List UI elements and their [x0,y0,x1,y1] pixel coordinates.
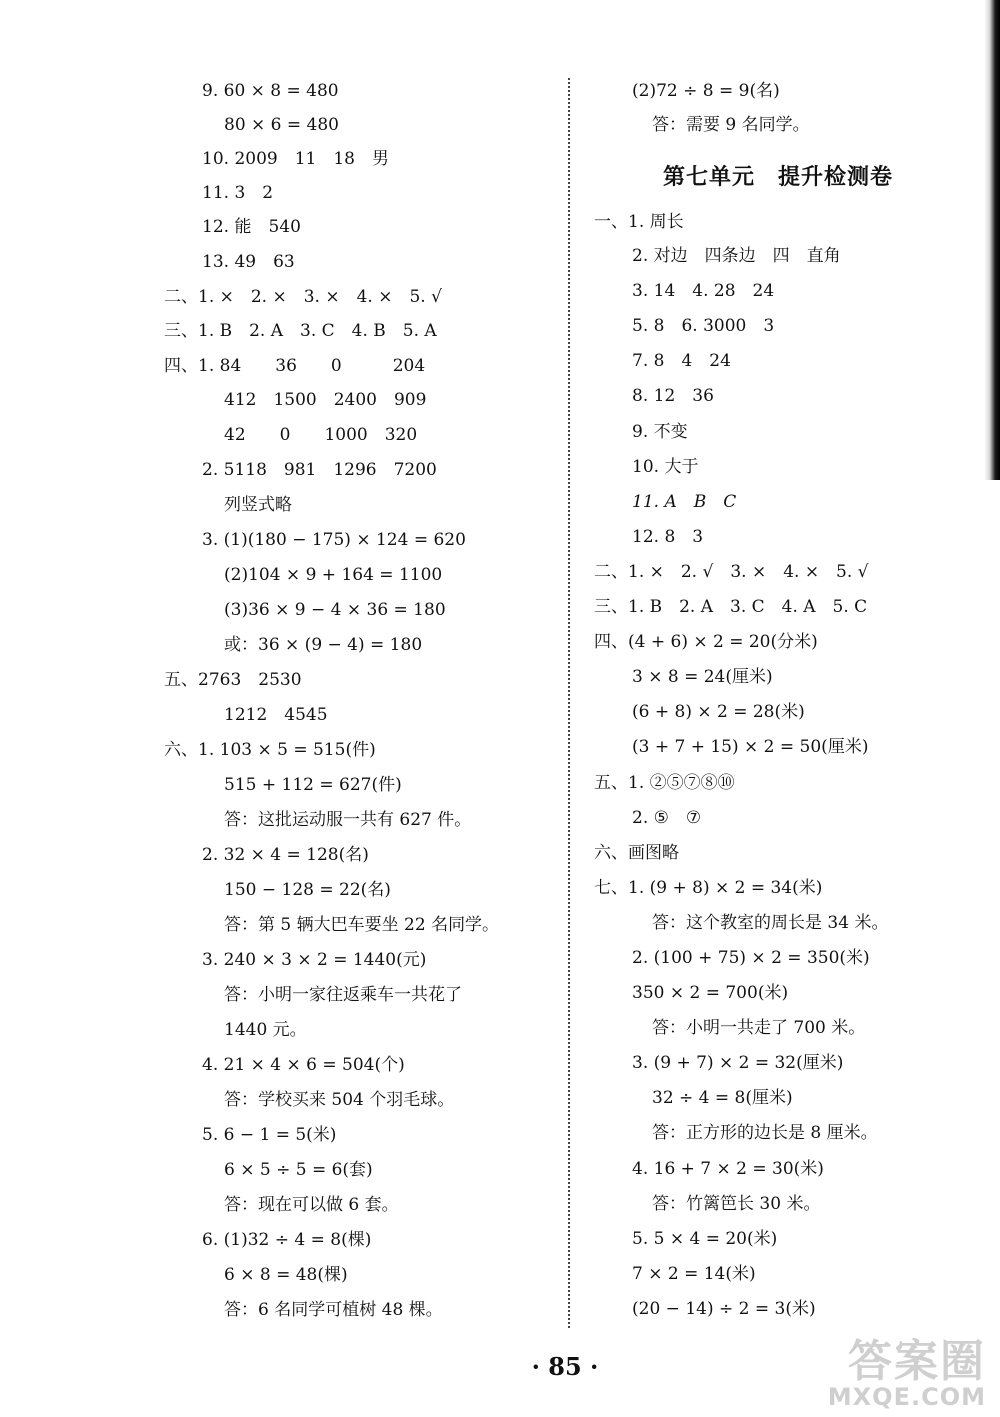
column-divider [568,78,570,1328]
answer-line: 13. 49 63 [202,252,295,272]
answer-line: 2. ⑤ ⑦ [632,808,702,828]
answer-line: 412 1500 2400 909 [224,390,427,410]
answer-line: 答：这批运动服一共有 627 件。 [224,810,472,830]
answer-line: 4. 16 + 7 × 2 = 30(米) [632,1159,824,1179]
page-edge-shadow [984,0,1000,480]
answer-line: (20 − 14) ÷ 2 = 3(米) [632,1299,816,1319]
page-number: · 85 · [531,1352,599,1381]
answer-line: 8. 12 36 [632,386,714,406]
answer-line: 答：这个教室的周长是 34 米。 [652,913,889,933]
answer-line: 12. 8 3 [632,527,704,547]
answer-line: 9. 不变 [632,422,688,442]
answer-line: 4. 21 × 4 × 6 = 504(个) [202,1055,405,1075]
answer-line: (2)104 × 9 + 164 = 1100 [224,565,443,585]
answer-line: 答：竹篱笆长 30 米。 [652,1194,821,1214]
answer-line: 三、1. B 2. A 3. C 4. B 5. A [164,321,437,341]
answer-line: 六、1. 103 × 5 = 515(件) [164,740,376,760]
answer-line: 6. (1)32 ÷ 4 = 8(棵) [202,1230,372,1250]
answer-line: 350 × 2 = 700(米) [632,983,789,1003]
answer-line: (3)36 × 9 − 4 × 36 = 180 [224,600,446,620]
answer-line: 列竖式略 [224,495,292,515]
answer-line: 10. 2009 11 18 男 [202,149,389,169]
answer-line: (6 + 8) × 2 = 28(米) [632,702,805,722]
answer-line: (3 + 7 + 15) × 2 = 50(厘米) [632,737,869,757]
answer-line: 515 + 112 = 627(件) [224,775,402,795]
answer-line: 3 × 8 = 24(厘米) [632,667,773,687]
answer-line: 五、2763 2530 [164,670,302,690]
answer-line: 10. 大于 [632,457,699,477]
answer-line: 12. 能 540 [202,217,301,237]
watermark-domain: MXQE.COM [827,1383,986,1411]
answer-line: 5. 8 6. 3000 3 [632,316,775,336]
answer-line: 5. 6 − 1 = 5(米) [202,1125,337,1145]
answer-line: 七、1. (9 + 8) × 2 = 34(米) [594,878,823,898]
answer-line: 六、画图略 [594,843,679,863]
answer-line: 3. 14 4. 28 24 [632,281,775,301]
answer-line: 42 0 1000 320 [224,425,418,445]
answer-line: 3. (9 + 7) × 2 = 32(厘米) [632,1053,844,1073]
answer-line: 32 ÷ 4 = 8(厘米) [652,1088,793,1108]
answer-line: 3. 240 × 3 × 2 = 1440(元) [202,950,427,970]
answer-line: 答：现在可以做 6 套。 [224,1195,399,1215]
answer-line: 二、1. × 2. × 3. × 4. × 5. √ [164,287,442,307]
answer-line: 一、1. 周长 [594,212,684,232]
answer-line: 答：学校买来 504 个羽毛球。 [224,1090,455,1110]
answer-line: 答：小明一共走了 700 米。 [652,1018,866,1038]
answer-line: 80 × 6 = 480 [224,115,339,135]
answer-line: 五、1. ②⑤⑦⑧⑩ [594,773,735,793]
answer-line: 二、1. × 2. √ 3. × 4. × 5. √ [594,562,869,582]
answer-line: 11. A B C [632,492,737,512]
section-title: 第七单元 提升检测卷 [663,165,894,190]
answer-line: 11. 3 2 [202,183,274,203]
answer-line: 2. 对边 四条边 四 直角 [632,246,841,266]
answer-line: 四、(4 + 6) × 2 = 20(分米) [594,632,818,652]
answer-line: 答：正方形的边长是 8 厘米。 [652,1123,878,1143]
answer-line: 6 × 8 = 48(棵) [224,1265,348,1285]
answer-line: 2. (100 + 75) × 2 = 350(米) [632,948,870,968]
answer-line: 9. 60 × 8 = 480 [202,81,339,101]
watermark-text: 答案圈 [848,1336,986,1387]
answer-line: 150 − 128 = 22(名) [224,880,391,900]
answer-line: 6 × 5 ÷ 5 = 6(套) [224,1160,373,1180]
answer-line: 答：第 5 辆大巴车要坐 22 名同学。 [224,915,500,935]
answer-line: 3. (1)(180 − 175) × 124 = 620 [202,530,466,550]
answer-line: 1212 4545 [224,705,328,725]
answer-line: 四、1. 84 36 0 204 [164,356,426,376]
answer-line: 5. 5 × 4 = 20(米) [632,1229,778,1249]
answer-line: 7. 8 4 24 [632,351,731,371]
answer-line: 7 × 2 = 14(米) [632,1264,756,1284]
answer-line: 2. 32 × 4 = 128(名) [202,845,369,865]
answer-line: 答：6 名同学可植树 48 棵。 [224,1300,443,1320]
answer-line: 2. 5118 981 1296 7200 [202,460,437,480]
answer-line: 答：小明一家往返乘车一共花了 [224,985,462,1005]
answer-line: 三、1. B 2. A 3. C 4. A 5. C [594,597,868,617]
answer-line: 答：需要 9 名同学。 [652,115,810,135]
watermark-logo [827,1336,986,1411]
answer-line: 1440 元。 [224,1020,307,1040]
answer-line: (2)72 ÷ 8 = 9(名) [632,81,780,101]
answer-line: 或：36 × (9 − 4) = 180 [224,635,423,655]
